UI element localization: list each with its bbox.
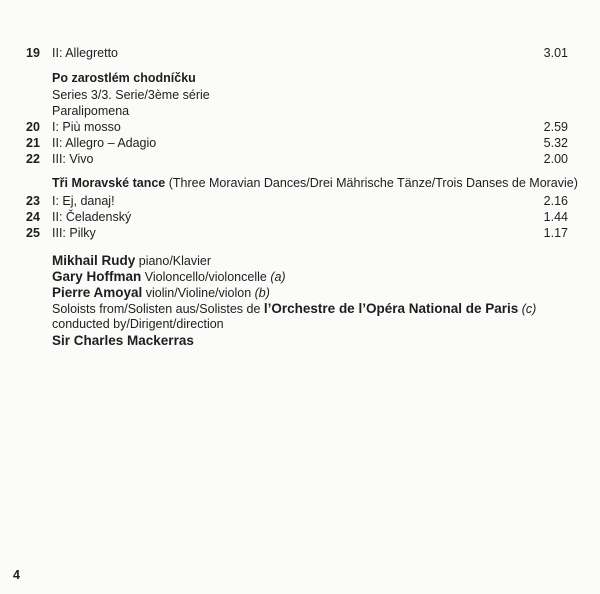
track-duration: 2.59 — [543, 120, 568, 134]
orchestra-name: l’Orchestre de l’Opéra National de Paris — [263, 301, 519, 316]
track-duration: 2.00 — [543, 152, 568, 166]
movement-title: III: Pilky — [52, 226, 96, 240]
page-number: 4 — [13, 568, 20, 582]
track-number: 24 — [26, 210, 40, 224]
movement-title: I: Ej, danaj! — [52, 194, 115, 208]
work-title-zarostlem: Po zarostlém chodníčku — [52, 71, 196, 85]
movement-title: III: Vivo — [52, 152, 94, 166]
work-subtitle: Paralipomena — [52, 104, 130, 118]
track-number: 22 — [26, 152, 40, 166]
movement-title: II: Allegro – Adagio — [52, 136, 157, 150]
movement-title: I: Più mosso — [52, 120, 121, 134]
work-translation: (Three Moravian Dances/Drei Mährische Tänze/Trois Danses de Moravie) — [165, 176, 578, 190]
track-duration: 3.01 — [543, 46, 568, 60]
track-duration: 1.17 — [543, 226, 568, 240]
work-title-tance — [52, 175, 578, 191]
performer-name: Gary Hoffman — [52, 269, 142, 284]
track-duration: 1.44 — [543, 210, 568, 224]
track-duration: 5.32 — [543, 136, 568, 150]
track-number: 25 — [26, 226, 40, 240]
credit-conducted-by: conducted by/Dirigent/direction — [52, 317, 224, 331]
performer-mark: (a) — [270, 270, 286, 284]
performer-name: Pierre Amoyal — [52, 285, 143, 300]
track-duration: 2.16 — [543, 194, 568, 208]
track-number: 19 — [26, 46, 40, 60]
conductor-name: Sir Charles Mackerras — [52, 333, 194, 348]
performer-mark: (b) — [254, 286, 270, 300]
orchestra-mark: (c) — [518, 302, 537, 316]
track-number: 20 — [26, 120, 40, 134]
performer-role: violin/Violine/violon — [142, 286, 255, 300]
movement-title: II: Allegretto — [52, 46, 119, 60]
work-series: Series 3/3. Serie/3ème série — [52, 88, 210, 102]
track-number: 23 — [26, 194, 40, 208]
credit-conductor — [52, 332, 194, 350]
movement-title: II: Čeladenský — [52, 210, 132, 224]
work-title: Tři Moravské tance — [52, 176, 166, 190]
track-number: 21 — [26, 136, 40, 150]
soloists-prefix: Soloists from/Solisten aus/Solistes de — [52, 302, 264, 316]
performer-role: Violoncello/violoncelle — [141, 270, 271, 284]
performer-name: Mikhail Rudy — [52, 253, 136, 268]
performer-role: piano/Klavier — [135, 254, 212, 268]
